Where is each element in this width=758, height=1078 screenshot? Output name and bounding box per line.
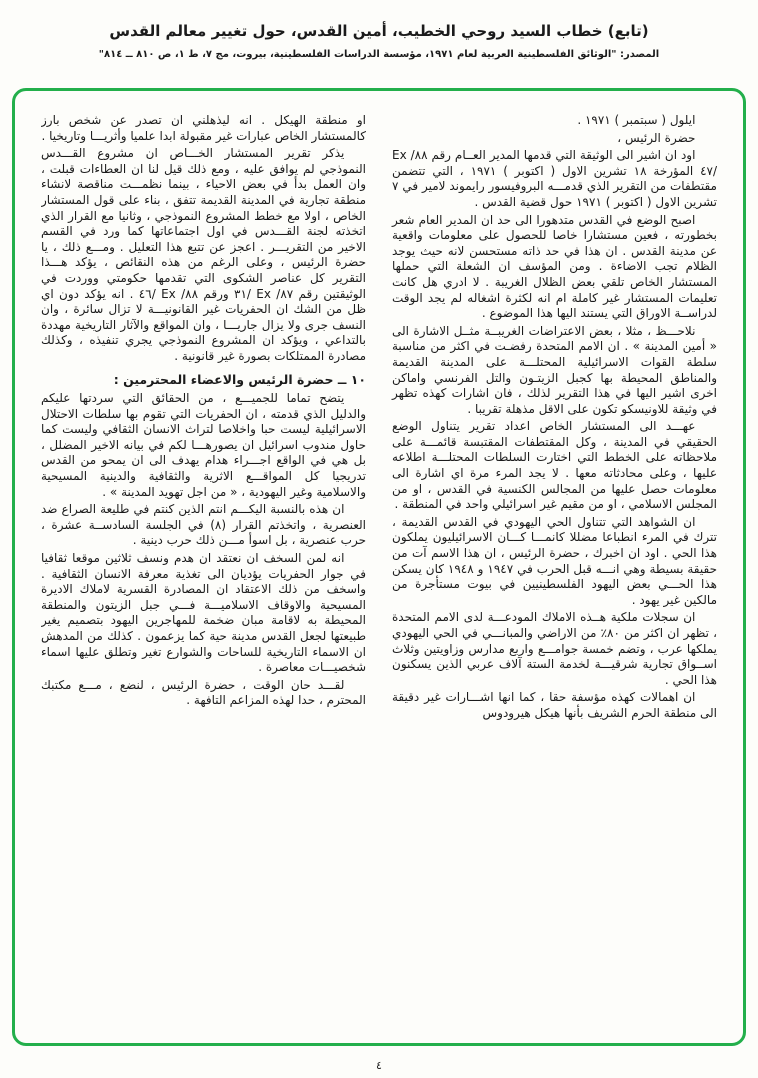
- paragraph: يذكر تقرير المستشار الخـــاص ان مشروع القـــدس النموذجي لم يوافق عليه ، ومع ذلك قيل لنا ان العطاءات قبلت ، وان العمل بدأ في بعض الاحياء ، بينما نظمـــت مناقصة لانشاء منطقة تجارية في المدينة القديمة تتفق ، بناء على قول المستشار الخاص ، اولا مع خطط المشروع النموذجي ، وثانيا مع القرار الذي اتخذته لجنة القـــدس في اول اجتماعاتها كما ورد في القسم الاخير من التقريـــر . اعجز عن تتبع هذا التعليل . ومـــع ذلك ، يا حضرة الرئيس ، وعلى الرغم من هذه النقائص ، يؤكد هـــذا التقرير كل عناصر الشكوى التي تقدمها حكومتي ووردت في الوثيقتين رقم ٨٧/ Ex /٣١ ورقم ٨٨/ Ex /٤٦ . انه يؤكد دون اي ظل من الشك ان الحفريات غير القانونيـــة لا تزال سائرة ، وان النسف جرى ولا يزال جاريـــا ، وان المواقع والآثار التاريخية مهددة بالتداعي ، ويؤكد ان المشروع النموذجي يجري تنفيذه ، وكذلك مصادرة الممتلكات بصورة غير قانونية .: [41, 146, 366, 363]
- document-title: (تابع) خطاب السيد روحي الخطيب، أمين القدس، حول تغيير معالم القدس: [109, 22, 649, 40]
- paragraph: ان هذه بالنسبة اليكـــم انتم الذين كنتم في طليعة الصراع ضد العنصرية ، واتخذتم القرار (٨) في الجلسة السادســة عشرة ، حرب عنصرية ، بل اسوأ مـــن ذلك حرب دينية .: [41, 502, 367, 548]
- paragraph: ان الشواهد التي تتناول الحي اليهودي في القدس القديمة ، تترك في المرء انطباعا مضللا كانمـــا كـــان الاسرائيليون يملكون هذا الحي . اود ان اخبرك ، حضرة الرئيس ، ان هذا الاسم آت من حقيقة بسيطة وهي انـــه قبل الحرب في ١٩٤٧ و ١٩٤٨ كان يسكن هذا الحـــي بعض اليهود الفلسطينيين في بيوت مستأجرة من مالكين غير يهود .: [392, 514, 717, 607]
- column-left: [41, 113, 366, 1025]
- paragraph: حضرة الرئيس ،: [617, 130, 696, 145]
- paragraph: انه لمن السخف ان نعتقد ان هدم ونسف ثلاثين موقعا ثقافيا في جوار الحفريات يؤديان الى تغذية معرفة الانسان الثقافية . واسخف من ذلك الاعتقاد ان المصادرة القسرية لاملاك الاديرة المسيحية والاوقاف الاسلاميـــة فـــي جبل الزيتون والمنطقة المحيطة به لاقامة مبان ضخمة للمهاجرين اليهود بتصميم يغير طبيعتها لجعل القدس مدينة حية كما يزعمون . كذلك من المدهش ان الاسماء التاريخية للساحات والشوارع تغير وتطلق عليها اسماء شخصيـــات معاصرة .: [41, 551, 366, 675]
- column-right: [392, 113, 717, 1025]
- paragraph: او منطقة الهيكل . انه ليذهلني ان تصدر عن شخص بارز كالمستشار الخاص عبارات غير مقبولة ابدا علميا وأثريـــا وتاريخيا .: [41, 113, 366, 143]
- paragraph: ايلول ( سبتمبر ) ١٩٧١ .: [577, 113, 696, 127]
- paragraph: ان سجلات ملكية هــذه الاملاك المودعـــة لدى الامم المتحدة ، تظهر ان اكثر من ٨٠٪ من الاراضي والمبانـــي في الحي اليهودي يملكها عرب ، وتضم خمسة جوامـــع واربع مدارس وزاويتين وثلاث اســواق تجارية شرقيـــة لخدمة الستة آلاف عربي الذين يسكنون هذا الحي .: [392, 610, 717, 687]
- paragraph: لقـــد حان الوقت ، حضرة الرئيس ، لنضع ، مـــع مكتبك المحترم ، حدا لهذه المزاعم التافهة .: [41, 677, 366, 708]
- page-number: ٤: [376, 1059, 382, 1072]
- text-columns: [41, 113, 717, 1025]
- paragraph: يتضح تماما للجميـــع ، من الحقائق التي سردتها عليكم والدليل الذي قدمته ، ان الحفريات التي تقوم بها سلطات الاحتلال الاسرائيلية ليست حبا واخلاصا لتراث الانسان الثقافي وليست كما حاول مندوب اسرائيل ان يصورهـــا لكم في بيانه الاخير المضلل ، بل هي في الواقع اجـــراء هدام يهدف الى ان يمحو من القدس تدريجيا كل المواقـــع الاثرية والثقافية والدينية المسيحية والاسلامية وغير اليهودية ، « من اجل تهويد المدينة » .: [41, 391, 366, 499]
- page-header: [0, 22, 758, 60]
- content-frame: [12, 88, 746, 1046]
- paragraph: عهـــد الى المستشار الخاص اعداد تقرير يتناول الوضع الحقيقي في المدينة ، وكل المقتطفات المقتبسة قائمـــة على ملاحظاته على الخطط التي اختارت السلطات المحتلـــة اطلاعه عليها ، وعلى محادثاته معها . لا يجد المرء مرة اي اشارة الى معلومات حصل عليها من المجالس الكنسية في القدس ، او من المجلس الاسلامي ، او من مقيم غير اسرائيلي واحد في المنطقة .: [392, 419, 717, 512]
- paragraph: اود ان اشير الى الوثيقة التي قدمها المدير العــام رقم ٨٨/ Ex /٤٧ المؤرخة ١٨ تشرين الاول ( اكتوبر ) ١٩٧١ ، التي تتضمن مقتطفات من التقرير الذي قدمـــه البروفيسور رايموند لامير في ٧ تشرين الاول ( اكتوبر ) ١٩٧١ حول قضية القدس .: [392, 148, 717, 209]
- paragraph: اصبح الوضع في القدس متدهورا الى حد ان المدير العام شعر بخطورته ، فعين مستشارا خاصا للحصول على معلومات واقعية عن مدينة القدس . ان هذا في حد ذاته مستحسن لانه حيث يوجد الظلام تجب الاضاءة . ومن المؤسف ان الشعلة التي حملها المستشار الخاص تلقي بعض الظلال الغريبة . لا ادري هل كانت تعليمات المستشار غير كاملة ام انه لكثرة اشغاله لم يجد الوقت لدراســة الاوراق التي يستند اليها هذا الموضوع .: [392, 212, 717, 321]
- paragraph: ان اهمالات كهذه مؤسفة حقا ، كما انها اشـــارات غير دقيقة الى منطقة الحرم الشريف بأنها هيكل هيرودوس: [392, 690, 717, 720]
- section-heading: ١٠ ــ حضرة الرئيس والاعضاء المحترمين :: [113, 371, 366, 387]
- source-line: المصدر: "الوثائق الفلسطينية العربية لعام ١٩٧١، مؤسسة الدراسات الفلسطينية، بيروت، مج ٧، ط ١، ص ٨١٠ ــ ٨١٤": [98, 49, 660, 60]
- paragraph: نلاحـــظ ، مثلا ، بعض الاعتراضات الغريبــة مثــل الاشارة الى « أمين المدينة » . ان الامم المتحدة رفضـت في اكثر من مناسبة سلطة القوات الاسرائيلية المحتلـــة على المدينة القديمة والمناطق المحيطة بها كجبل الزيتـون والتل الفرنسي واماكن اخرى اشير اليها في هذا التقرير لذلك ، فان اشارات كهذه تظهر في وثيقة للاونيسكو تكون على الاقل مذهلة تقريبا .: [392, 323, 717, 416]
